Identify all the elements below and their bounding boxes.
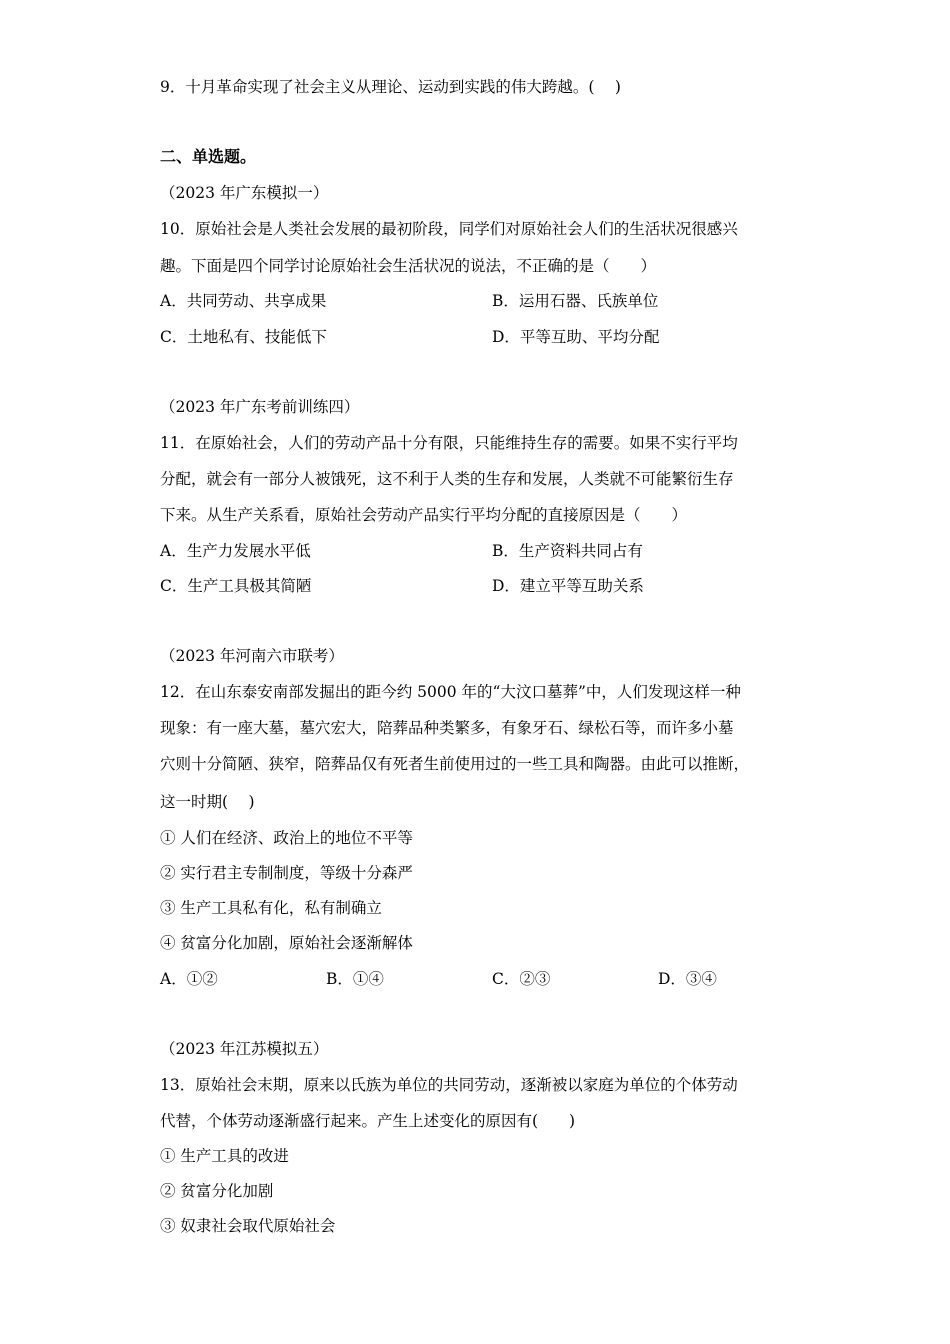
question-12-option-b: B．①④	[326, 970, 384, 988]
question-12-line-2: 现象：有一座大墓，墓穴宏大，陪葬品种类繁多，有象牙石、绿松石等，而许多小墓	[160, 719, 734, 737]
question-13-statement-3: ③ 奴隶社会取代原始社会	[160, 1217, 336, 1235]
question-13-line-1: 13．原始社会末期，原来以氏族为单位的共同劳动，逐渐被以家庭为单位的个体劳动	[160, 1076, 738, 1094]
question-12-line-4: 这一时期( )	[160, 793, 255, 811]
question-10-option-c: C．土地私有、技能低下	[160, 328, 327, 346]
question-13-statement-2: ② 贫富分化加剧	[160, 1182, 274, 1200]
question-13-source: （2023 年江苏模拟五）	[160, 1040, 329, 1058]
question-10-option-d: D．平等互助、平均分配	[492, 328, 660, 346]
question-11-line-1: 11．在原始社会，人们的劳动产品十分有限，只能维持生存的需要。如果不实行平均	[160, 434, 738, 452]
question-11-source: （2023 年广东考前训练四）	[160, 398, 360, 416]
question-12-source: （2023 年河南六市联考）	[160, 647, 344, 665]
section-title-single-choice: 二、单选题。	[160, 147, 257, 166]
question-12-option-a: A．①②	[160, 970, 218, 988]
question-13-line-2: 代替，个体劳动逐渐盛行起来。产生上述变化的原因有( )	[160, 1112, 576, 1130]
question-12-line-3: 穴则十分简陋、狭窄，陪葬品仅有死者生前使用过的一些工具和陶器。由此可以推断，	[160, 755, 750, 773]
question-10-option-a: A．共同劳动、共享成果	[160, 292, 327, 310]
question-12-statement-1: ① 人们在经济、政治上的地位不平等	[160, 829, 413, 847]
question-10-source: （2023 年广东模拟一）	[160, 184, 329, 202]
question-11-line-3: 下来。从生产关系看，原始社会劳动产品实行平均分配的直接原因是（ ）	[160, 506, 688, 524]
question-10-option-b: B．运用石器、氏族单位	[492, 292, 659, 310]
question-11-option-a: A．生产力发展水平低	[160, 542, 311, 560]
question-12-statement-4: ④ 贫富分化加剧，原始社会逐渐解体	[160, 934, 413, 952]
question-11-line-2: 分配，就会有一部分人被饿死，这不利于人类的生存和发展，人类就不可能繁衍生存	[160, 470, 734, 488]
question-9-text: 9．十月革命实现了社会主义从理论、运动到实践的伟大跨越。( )	[160, 78, 621, 96]
question-12-option-d: D．③④	[658, 970, 717, 988]
question-13-statement-1: ① 生产工具的改进	[160, 1147, 289, 1165]
question-12-option-c: C．②③	[492, 970, 551, 988]
question-11-option-d: D．建立平等互助关系	[492, 577, 644, 595]
question-10-line-2: 趣。下面是四个同学讨论原始社会生活状况的说法，不正确的是（ ）	[160, 257, 657, 275]
question-12-statement-2: ② 实行君主专制制度，等级十分森严	[160, 864, 413, 882]
question-12-line-1: 12．在山东泰安南部发掘出的距今约 5000 年的“大汶口墓葬”中，人们发现这样一种	[160, 683, 741, 701]
question-12-statement-3: ③ 生产工具私有化，私有制确立	[160, 899, 382, 917]
question-11-option-c: C．生产工具极其简陋	[160, 577, 312, 595]
question-11-option-b: B．生产资料共同占有	[492, 542, 643, 560]
question-10-line-1: 10．原始社会是人类社会发展的最初阶段，同学们对原始社会人们的生活状况很感兴	[160, 220, 738, 238]
